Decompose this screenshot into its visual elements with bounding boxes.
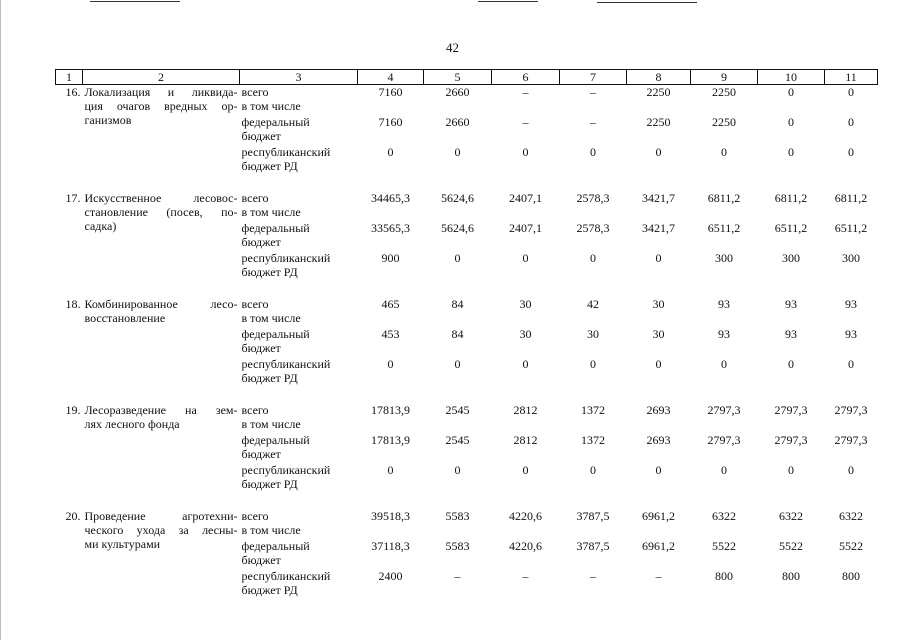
- value-cell: 0: [387, 357, 394, 371]
- section-gap: [56, 493, 878, 509]
- funding-category-line: бюджет РД: [241, 583, 298, 597]
- funding-category-line: бюджет РД: [241, 159, 298, 173]
- row-number: 17.: [65, 191, 81, 205]
- value-cell: 0: [590, 357, 596, 371]
- value-cell: 0: [522, 145, 529, 159]
- value-cell: 2660: [445, 115, 470, 129]
- funding-category-line: всего: [241, 85, 269, 99]
- column-header: 4: [358, 70, 424, 85]
- funding-category-line: бюджет: [241, 553, 281, 567]
- value-cell: 7160: [378, 115, 403, 129]
- gap-cell: [56, 175, 878, 191]
- value-cell: 6511,2: [707, 221, 741, 235]
- value-cell: 2545: [445, 433, 470, 447]
- value-cell: 3787,5: [576, 509, 610, 523]
- section-gap: [56, 175, 878, 191]
- funding-category-line: в том числе: [241, 417, 301, 431]
- value-cell: 6961,2: [642, 509, 675, 523]
- value-cell: 33565,3: [371, 221, 410, 235]
- value-cell: –: [655, 569, 662, 583]
- value-cell: 5583: [445, 539, 470, 553]
- value-cell: 453: [381, 327, 400, 341]
- funding-category: [240, 569, 358, 599]
- activity-name: [83, 509, 240, 599]
- funding-category-line: в том числе: [241, 99, 301, 113]
- value-cell: 0: [655, 251, 662, 265]
- funding-category-line: федеральный: [241, 327, 310, 341]
- value-cell: 0: [655, 145, 662, 159]
- value-cell: 2797,3: [707, 433, 741, 447]
- activity-name: [83, 191, 240, 281]
- value-cell: 0: [387, 145, 394, 159]
- funding-category-line: всего: [241, 297, 269, 311]
- activity-name-line: лях лесного фонда: [84, 417, 180, 431]
- activity-name-line: ческого ухода за лесны-: [84, 523, 238, 537]
- activity-name-line: ганизмов: [84, 113, 132, 127]
- value-cell: 0: [788, 463, 794, 477]
- funding-category-line: федеральный: [241, 115, 310, 129]
- activity-name-line: ми культурами: [84, 537, 161, 551]
- funding-category: [240, 509, 358, 539]
- value-cell: 93: [718, 297, 730, 311]
- funding-category-line: республиканский: [241, 145, 331, 159]
- value-cell: 900: [381, 251, 400, 265]
- value-cell: 6811,2: [774, 191, 808, 205]
- funding-category-line: бюджет: [241, 341, 281, 355]
- value-cell: 93: [845, 327, 857, 341]
- value-cell: 0: [522, 463, 529, 477]
- value-cell: 0: [454, 463, 461, 477]
- value-cell: 84: [451, 327, 464, 341]
- value-cell: –: [522, 115, 529, 129]
- value-cell: 93: [718, 327, 730, 341]
- value-cell: 4220,6: [509, 539, 542, 553]
- value-cell: 42: [587, 297, 599, 311]
- funding-category: [240, 539, 358, 569]
- value-cell: 5522: [839, 539, 863, 553]
- column-header: 6: [492, 70, 560, 85]
- table-row: [56, 85, 878, 116]
- value-cell: 0: [788, 357, 794, 371]
- funding-category: [240, 191, 358, 221]
- value-cell: 30: [519, 297, 532, 311]
- funding-category-line: бюджет: [241, 129, 281, 143]
- funding-category: [240, 221, 358, 251]
- scan-line: [478, 1, 538, 2]
- value-cell: 0: [522, 357, 529, 371]
- value-cell: 2812: [513, 403, 538, 417]
- funding-category-line: бюджет: [241, 235, 281, 249]
- funding-category: [240, 251, 358, 281]
- column-header: 2: [83, 70, 240, 85]
- value-cell: –: [590, 85, 596, 99]
- gap-cell: [56, 387, 878, 403]
- value-cell: 5583: [445, 509, 470, 523]
- activity-name-line: Искусственное лесовос-: [84, 191, 238, 205]
- funding-category: [240, 357, 358, 387]
- value-cell: –: [590, 569, 596, 583]
- value-cell: 0: [848, 145, 854, 159]
- value-cell: 0: [590, 463, 596, 477]
- row-number: 18.: [65, 297, 81, 311]
- value-cell: 6961,2: [642, 539, 675, 553]
- activity-name-line: восстановление: [84, 311, 166, 325]
- value-cell: 800: [842, 569, 860, 583]
- value-cell: 0: [788, 85, 794, 99]
- table-row: [56, 297, 878, 327]
- value-cell: 6511,2: [774, 221, 808, 235]
- value-cell: 93: [845, 297, 857, 311]
- value-cell: 3421,7: [642, 221, 675, 235]
- value-cell: 2797,3: [707, 403, 741, 417]
- funding-category: [240, 463, 358, 493]
- funding-category: [240, 115, 358, 145]
- page-number: 42: [446, 40, 459, 55]
- value-cell: 37118,3: [371, 539, 410, 553]
- value-cell: 5522: [779, 539, 803, 553]
- row-number: 19.: [65, 403, 81, 417]
- table-row: [56, 191, 878, 221]
- activity-name-line: становление (посев, по-: [84, 205, 238, 219]
- value-cell: 34465,3: [371, 191, 410, 205]
- funding-category-line: республиканский: [241, 463, 331, 477]
- header-row: [56, 70, 878, 85]
- value-cell: 6322: [839, 509, 863, 523]
- value-cell: 7160: [378, 85, 403, 99]
- budget-table: [55, 69, 878, 599]
- activity-name-line: Лесоразведение на зем-: [84, 403, 238, 417]
- section-gap: [56, 387, 878, 403]
- value-cell: 2407,1: [509, 221, 542, 235]
- funding-category: [240, 403, 358, 433]
- value-cell: 30: [587, 327, 599, 341]
- value-cell: 93: [785, 297, 797, 311]
- table-row: [56, 403, 878, 433]
- value-cell: 0: [454, 251, 461, 265]
- value-cell: 5624,6: [441, 191, 474, 205]
- row-number: 20.: [65, 509, 81, 523]
- value-cell: 2797,3: [774, 433, 808, 447]
- value-cell: 0: [788, 115, 794, 129]
- activity-name: [83, 297, 240, 387]
- column-header: 10: [758, 70, 825, 85]
- value-cell: 0: [721, 145, 727, 159]
- value-cell: 2250: [712, 85, 736, 99]
- funding-category: [240, 85, 358, 116]
- value-cell: 84: [451, 297, 464, 311]
- value-cell: 2578,3: [576, 191, 610, 205]
- scan-line: [90, 1, 180, 2]
- value-cell: 2578,3: [576, 221, 610, 235]
- funding-category-line: федеральный: [241, 433, 310, 447]
- value-cell: 6511,2: [834, 221, 868, 235]
- column-header: 11: [825, 70, 878, 85]
- value-cell: 17813,9: [371, 433, 410, 447]
- funding-category-line: бюджет: [241, 447, 281, 461]
- value-cell: 30: [652, 297, 665, 311]
- value-cell: 0: [522, 251, 529, 265]
- funding-category-line: всего: [241, 191, 269, 205]
- value-cell: 2545: [445, 403, 470, 417]
- value-cell: 2250: [646, 115, 671, 129]
- value-cell: 0: [454, 145, 461, 159]
- value-cell: 800: [715, 569, 733, 583]
- funding-category-line: республиканский: [241, 569, 331, 583]
- value-cell: 0: [590, 145, 596, 159]
- value-cell: 17813,9: [371, 403, 410, 417]
- value-cell: 6811,2: [834, 191, 868, 205]
- value-cell: 5522: [712, 539, 736, 553]
- funding-category-line: федеральный: [241, 539, 310, 553]
- value-cell: 800: [782, 569, 800, 583]
- funding-category: [240, 145, 358, 175]
- funding-category-line: бюджет РД: [241, 265, 298, 279]
- value-cell: 3787,5: [576, 539, 610, 553]
- column-header: 1: [56, 70, 83, 85]
- value-cell: 2400: [378, 569, 403, 583]
- funding-category: [240, 327, 358, 357]
- section-gap: [56, 281, 878, 297]
- value-cell: 2250: [646, 85, 671, 99]
- funding-category-line: всего: [241, 403, 269, 417]
- value-cell: 2250: [712, 115, 736, 129]
- value-cell: 6811,2: [707, 191, 741, 205]
- activity-name-line: Проведение агротехни-: [84, 509, 238, 523]
- column-header: 9: [691, 70, 758, 85]
- funding-category: [240, 297, 358, 327]
- activity-name-line: ция очагов вредных ор-: [84, 99, 238, 113]
- funding-category-line: в том числе: [241, 311, 301, 325]
- funding-category-line: федеральный: [241, 221, 310, 235]
- value-cell: 0: [454, 357, 461, 371]
- value-cell: 0: [848, 463, 854, 477]
- activity-name-line: Комбинированное лесо-: [84, 297, 238, 311]
- table-body: [56, 85, 878, 600]
- value-cell: 0: [848, 357, 854, 371]
- scan-line: [597, 2, 697, 3]
- gap-cell: [56, 281, 878, 297]
- value-cell: 2797,3: [834, 403, 868, 417]
- value-cell: 300: [842, 251, 860, 265]
- funding-category-line: бюджет РД: [241, 477, 298, 491]
- column-header: 5: [424, 70, 492, 85]
- value-cell: –: [522, 85, 529, 99]
- value-cell: 300: [715, 251, 733, 265]
- activity-name: [83, 403, 240, 493]
- value-cell: 0: [655, 463, 662, 477]
- value-cell: 30: [519, 327, 532, 341]
- value-cell: 0: [788, 145, 794, 159]
- value-cell: 4220,6: [509, 509, 542, 523]
- scan-edge: [0, 0, 1, 640]
- table-row: [56, 509, 878, 539]
- value-cell: 3421,7: [642, 191, 675, 205]
- value-cell: 0: [721, 357, 727, 371]
- value-cell: –: [454, 569, 461, 583]
- value-cell: 6322: [712, 509, 736, 523]
- value-cell: –: [590, 115, 596, 129]
- value-cell: 2797,3: [834, 433, 868, 447]
- value-cell: 2812: [513, 433, 538, 447]
- funding-category-line: всего: [241, 509, 269, 523]
- value-cell: 1372: [581, 403, 605, 417]
- column-header: 8: [627, 70, 691, 85]
- funding-category-line: республиканский: [241, 251, 331, 265]
- funding-category-line: республиканский: [241, 357, 331, 371]
- value-cell: 2693: [646, 433, 671, 447]
- value-cell: 5624,6: [441, 221, 474, 235]
- value-cell: 2660: [445, 85, 470, 99]
- value-cell: 0: [721, 463, 727, 477]
- column-header: 3: [240, 70, 358, 85]
- row-number: 16.: [65, 85, 81, 99]
- value-cell: 39518,3: [371, 509, 410, 523]
- activity-name-line: садка): [84, 219, 117, 233]
- value-cell: –: [522, 569, 529, 583]
- value-cell: 93: [785, 327, 797, 341]
- funding-category: [240, 433, 358, 463]
- value-cell: 0: [848, 115, 854, 129]
- funding-category-line: в том числе: [241, 205, 301, 219]
- value-cell: 0: [655, 357, 662, 371]
- funding-category-line: бюджет РД: [241, 371, 298, 385]
- funding-category-line: в том числе: [241, 523, 301, 537]
- value-cell: 465: [381, 297, 400, 311]
- value-cell: 0: [590, 251, 596, 265]
- value-cell: 2797,3: [774, 403, 808, 417]
- activity-name: [83, 85, 240, 176]
- activity-name-line: Локализация и ликвида-: [84, 85, 238, 99]
- value-cell: 0: [387, 463, 394, 477]
- value-cell: 1372: [581, 433, 605, 447]
- value-cell: 30: [652, 327, 665, 341]
- value-cell: 2407,1: [509, 191, 542, 205]
- value-cell: 6322: [779, 509, 803, 523]
- gap-cell: [56, 493, 878, 509]
- value-cell: 300: [782, 251, 800, 265]
- column-header: 7: [560, 70, 627, 85]
- value-cell: 0: [848, 85, 854, 99]
- value-cell: 2693: [646, 403, 671, 417]
